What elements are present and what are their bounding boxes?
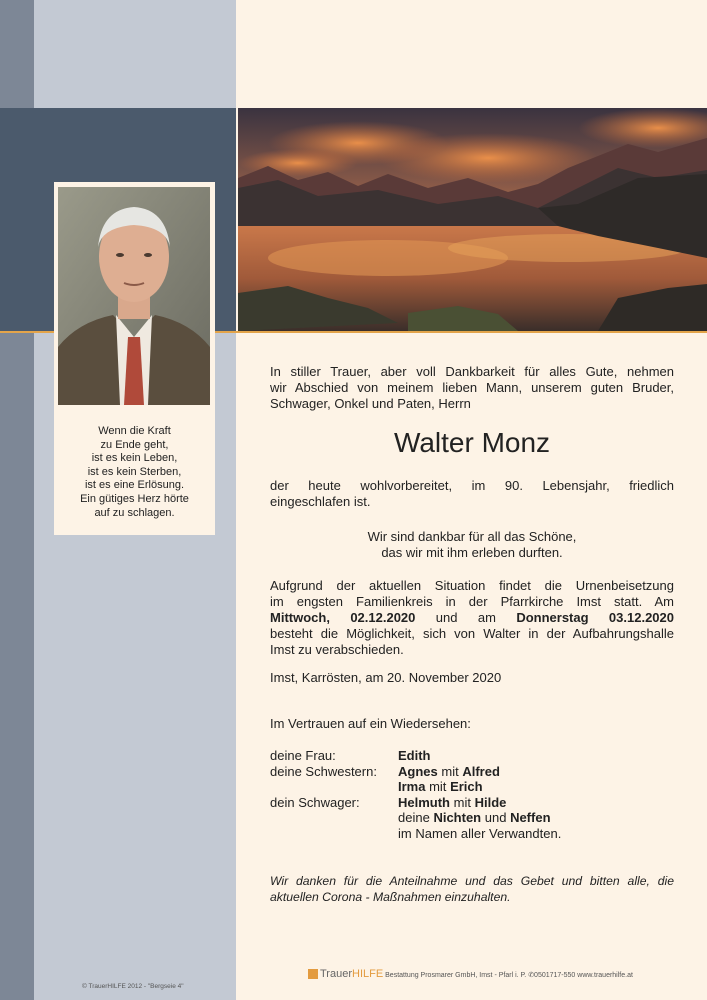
family-row: deine Frau: Edith	[270, 748, 431, 763]
poem-line: ist es kein Leben,	[91, 452, 178, 465]
trauerhilfe-logo-icon	[308, 969, 318, 979]
brand-name-accent: HILFE	[352, 968, 384, 980]
mountain-lake-landscape-image	[238, 108, 707, 331]
passing-paragraph: der heute wohlvorbereitet, im 90. Lebensjahr, friedlich eingeschlafen ist.	[270, 478, 674, 509]
poem-line: zu Ende geht,	[100, 438, 169, 451]
company-name: Bestattung Prosmarer GmbH, Imst - Pfarl i. P.	[385, 972, 527, 979]
copyright-footer: © TrauerHILFE 2012 - "Bergseie 4"	[82, 983, 184, 990]
reunion-line: Im Vertrauen auf ein Wiedersehen:	[270, 716, 471, 731]
family-row: Irma mit Erich	[398, 779, 483, 794]
place-date: Imst, Karrösten, am 20. November 2020	[270, 670, 502, 685]
brand-name: Trauer	[320, 968, 352, 980]
deceased-name: Walter Monz	[393, 427, 551, 458]
intro-paragraph: In stiller Trauer, aber voll Dankbarkeit für alles Gute, nehmen wir Abschied von meinem lieben Mann, unserem guten Bruder, Schwager, Onkel und Paten, Herrn	[270, 364, 674, 411]
family-row: dein Schwager: Helmuth mit Hilde	[270, 794, 507, 810]
phone-number: ✆0501717-550	[528, 972, 576, 979]
poem-line: ist es kein Sterben,	[87, 465, 182, 478]
poem-line: ist es eine Erlösung.	[84, 479, 185, 492]
portrait-photo	[58, 187, 210, 405]
gratitude-paragraph: Wir sind dankbar für all das Schöne, das wir mit ihm erleben durften.	[367, 529, 577, 560]
closing-note: Wir danken für die Anteilnahme und das Gebet und bitten alle, die aktuellen Corona - Maßnahmen einzuhalten.	[270, 874, 674, 904]
family-list	[270, 748, 561, 841]
poem-line: Wenn die Kraft	[98, 425, 171, 437]
poem-line: Ein gütiges Herz hörte	[80, 492, 189, 505]
family-row: deine Nichten und Neffen	[398, 810, 551, 825]
website-link[interactable]: www.trauerhilfe.at	[577, 972, 633, 979]
funeral-paragraph: Aufgrund der aktuellen Situation findet die Urnenbeisetzung im engsten Familienkreis in der Pfarrkirche Imst statt. Am Mittwoch, 02.12.2020 und am Donnerstag 03.12.2020 besteht die Möglichkeit, sich von Walter in der Aufbahrungshalle Imst zu verabschieden.	[270, 578, 674, 657]
company-footer	[308, 968, 633, 980]
family-row: deine Schwestern: Agnes mit Alfred	[270, 763, 500, 779]
poem	[54, 425, 215, 520]
family-row: im Namen aller Verwandten.	[398, 825, 562, 841]
poem-line: auf zu schlagen.	[94, 506, 175, 519]
